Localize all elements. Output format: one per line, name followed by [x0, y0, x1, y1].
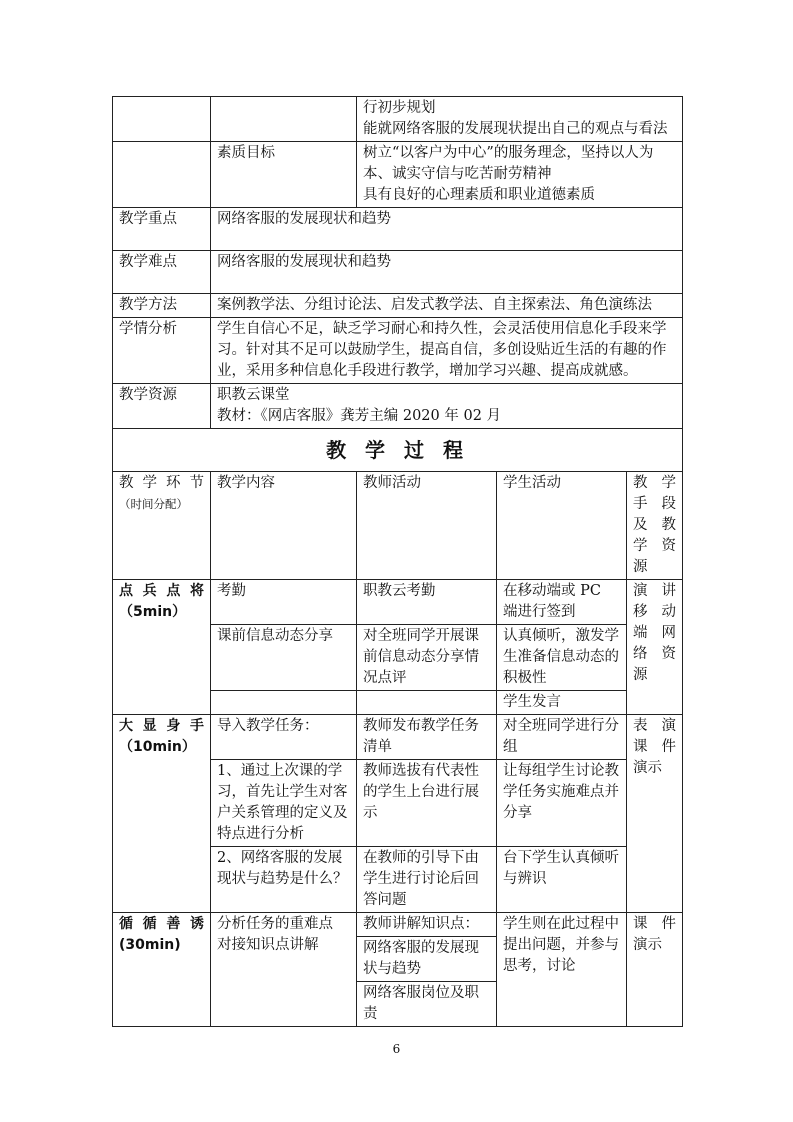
stage2-teacher-1: 教师发布教学任务清单	[357, 715, 497, 760]
stage1-teacher-1: 职教云考勤	[357, 580, 497, 625]
document-body	[112, 96, 682, 1027]
quality-goal-line: 具有良好的心理素质和职业道德素质	[363, 187, 595, 203]
stage2-row-1	[113, 715, 683, 760]
stage2-content-2: 1、通过上次课的学习，首先让学生对客户关系管理的定义及特点进行分析	[211, 760, 357, 847]
content-header: 教学内容	[211, 472, 357, 580]
resource-line: 职教云课堂	[217, 387, 290, 403]
quality-goal-value	[357, 142, 683, 208]
stage1-row-1	[113, 580, 683, 625]
stage1-teacher-3	[357, 691, 497, 715]
stage2-means: 表演课件演示	[627, 715, 683, 913]
stage1-teacher-2: 对全班同学开展课前信息动态分享情况点评	[357, 625, 497, 691]
stage-empty-cell	[113, 142, 211, 208]
quality-goal-line: 树立“以客户为中心”的服务理念，坚持以人为本、诚实守信与吃苦耐劳精神	[363, 145, 654, 182]
stage-header-label: 教 学 环 节	[119, 475, 204, 491]
stage2-time: （10min）	[119, 739, 196, 755]
objective-line: 能就网络客服的发展现状提出自己的观点与看法	[363, 121, 668, 137]
stage2-student-2: 让每组学生讨论教学任务实施难点并分享	[497, 760, 627, 847]
resource-line: 教材：《网店客服》龚芳主编 2020 年 02 月	[217, 408, 502, 424]
teaching-methods-value: 案例教学法、分组讨论法、启发式教学法、自主探索法、角色演练法	[211, 294, 683, 318]
stage3-time: (30min)	[119, 937, 181, 953]
stage2-student-3: 台下学生认真倾听与辨识	[497, 847, 627, 913]
stage1-content-1: 考勤	[211, 580, 357, 625]
resources-label: 教学资源	[113, 384, 211, 429]
stage2-teacher-3: 在教师的引导下由学生进行讨论后回答问题	[357, 847, 497, 913]
stage2-cell	[113, 715, 211, 913]
stage-empty-cell	[113, 97, 211, 142]
stage3-content-line: 分析任务的重难点	[217, 916, 333, 932]
stage1-student-3: 学生发言	[497, 691, 627, 715]
stage1-student-2: 认真倾听，激发学生准备信息动态的积极性	[497, 625, 627, 691]
learner-analysis-row	[113, 318, 683, 384]
difficult-points-label: 教学难点	[113, 251, 211, 294]
stage2-content-3: 2、网络客服的发展现状与趋势是什么？	[211, 847, 357, 913]
stage1-time: （5min）	[119, 604, 187, 620]
stage1-content-3	[211, 691, 357, 715]
key-points-label: 教学重点	[113, 208, 211, 251]
student-header: 学生活动	[497, 472, 627, 580]
stage3-cell	[113, 913, 211, 1027]
process-header-row	[113, 472, 683, 580]
teaching-methods-label: 教学方法	[113, 294, 211, 318]
stage3-teacher-2: 网络客服的发展现状与趋势	[357, 937, 497, 982]
resources-row	[113, 384, 683, 429]
objective-continuation-cell	[357, 97, 683, 142]
key-points-value: 网络客服的发展现状和趋势	[211, 208, 683, 251]
stage-header-sub: （时间分配）	[119, 497, 188, 511]
teacher-header: 教师活动	[357, 472, 497, 580]
stage3-name: 循 循 善 诱	[119, 916, 204, 932]
teaching-methods-row	[113, 294, 683, 318]
stage3-means: 课件演示	[627, 913, 683, 1027]
stage1-means: 演讲移动端网络资源	[627, 580, 683, 715]
stage3-teacher-1: 教师讲解知识点：	[357, 913, 497, 937]
stage2-content-1: 导入教学任务：	[211, 715, 357, 760]
difficult-points-row	[113, 251, 683, 294]
objective-continuation-row	[113, 97, 683, 142]
process-title: 教 学 过 程	[113, 429, 683, 472]
learner-analysis-value: 学生自信心不足，缺乏学习耐心和持久性，会灵活使用信息化手段来学习。针对其不足可以鼓励学生，提高自信，多创设贴近生活的有趣的作业，采用多种信息化手段进行教学，增加学习兴趣、提高成就感。	[211, 318, 683, 384]
difficult-points-value: 网络客服的发展现状和趋势	[211, 251, 683, 294]
stage2-teacher-2: 教师选拔有代表性的学生上台进行展示	[357, 760, 497, 847]
means-header: 教学手段及教学资源	[627, 472, 683, 580]
objective-type-empty-cell	[211, 97, 357, 142]
quality-goal-label: 素质目标	[211, 142, 357, 208]
teaching-plan-table	[112, 96, 683, 1027]
quality-goal-row	[113, 142, 683, 208]
stage3-row-1	[113, 913, 683, 937]
stage1-cell	[113, 580, 211, 715]
stage1-name: 点 兵 点 将	[119, 583, 204, 599]
stage3-content	[211, 913, 357, 1027]
process-title-row	[113, 429, 683, 472]
stage3-student: 学生则在此过程中提出问题，并参与思考，讨论	[497, 913, 627, 1027]
stage3-content-line: 对接知识点讲解	[217, 937, 319, 953]
stage-header	[113, 472, 211, 580]
stage3-teacher-3: 网络客服岗位及职责	[357, 982, 497, 1027]
stage1-student-1: 在移动端或 PC 端进行签到	[497, 580, 627, 625]
resources-value	[211, 384, 683, 429]
objective-line: 行初步规划	[363, 100, 436, 116]
stage2-name: 大 显 身 手	[119, 718, 204, 734]
stage2-student-1: 对全班同学进行分组	[497, 715, 627, 760]
learner-analysis-label: 学情分析	[113, 318, 211, 384]
stage1-content-2: 课前信息动态分享	[211, 625, 357, 691]
key-points-row	[113, 208, 683, 251]
page-number: 6	[392, 1042, 401, 1056]
